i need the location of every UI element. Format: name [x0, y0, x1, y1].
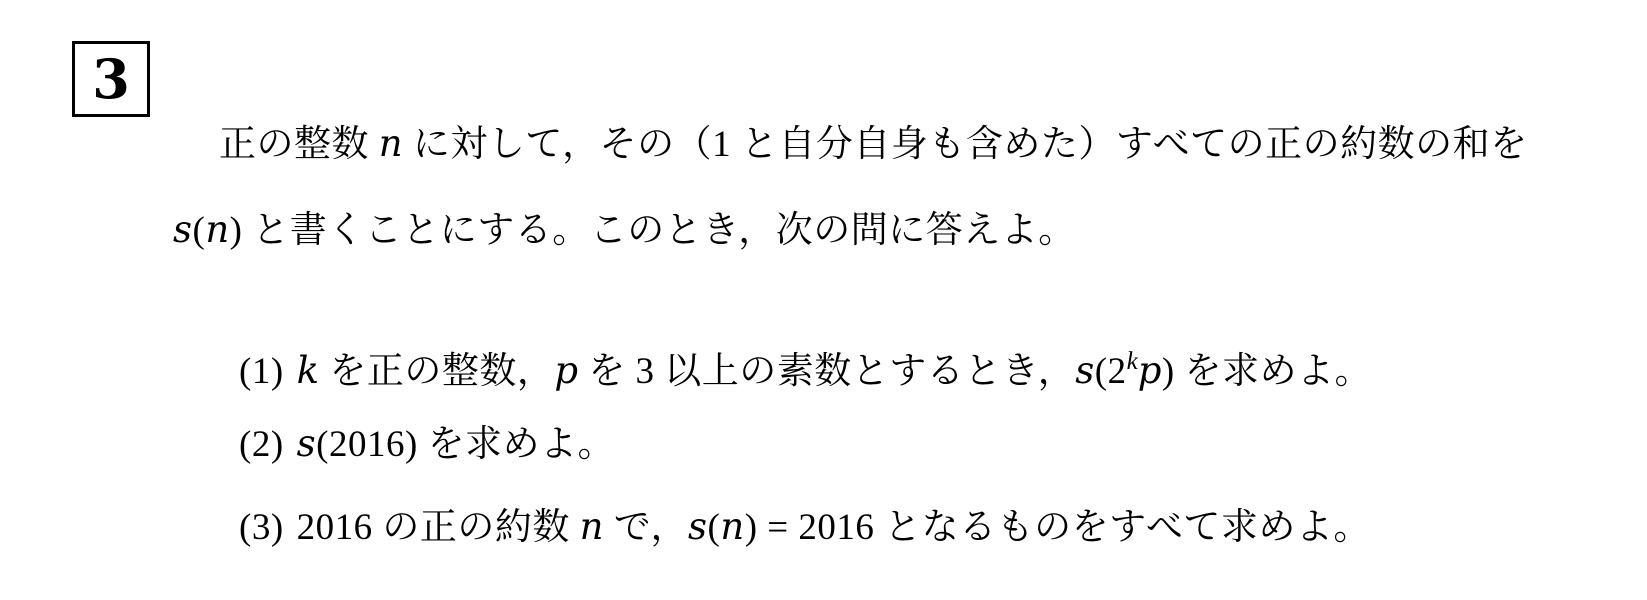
q2-arg-2016: (2016) [316, 424, 418, 465]
math-var-n: n [720, 505, 745, 548]
math-var-p: p [1137, 348, 1162, 392]
q3-text-tail: ) = 2016 となるものをすべて求めよ。 [744, 507, 1371, 548]
math-sup-k: k [1126, 348, 1138, 375]
math-var-p: p [554, 348, 579, 392]
question-3 [200, 455, 1371, 600]
q3-text-1: 2016 の正の約数 [296, 507, 580, 548]
q2-text-tail: を求めよ。 [417, 424, 616, 465]
paren-open: ( [192, 210, 206, 251]
math-func-s: s [173, 208, 193, 251]
q3-paren-open: ( [707, 507, 721, 548]
math-func-s: s [688, 505, 708, 548]
math-var-n: n [205, 208, 230, 251]
problem-number-box [72, 41, 150, 117]
intro1-text-tail: に対して，その（1 と自分自身も含めた）すべての正の約数の和を [403, 124, 1528, 165]
q1-paren-close: ) [1161, 350, 1175, 392]
question-2-label: (2) [239, 424, 284, 465]
math-func-s: s [1075, 348, 1095, 392]
q1-text-2: を 3 以上の素数とするとき， [578, 350, 1076, 392]
paren-close: ) [229, 210, 243, 251]
question-1-label: (1) [239, 350, 284, 392]
intro1-text-lead: 正の整数 [219, 124, 379, 165]
q1-text-tail: を求めよ。 [1174, 350, 1372, 392]
math-func-s: s [296, 422, 317, 465]
problem-number: 3 [92, 47, 130, 111]
q3-text-2: で， [604, 507, 689, 548]
intro-line-2 [134, 158, 1076, 303]
math-var-n: n [378, 122, 404, 165]
q1-paren-open-2: (2 [1094, 350, 1127, 392]
math-var-n: n [579, 505, 604, 548]
question-3-label: (3) [239, 507, 284, 548]
q1-text-1: を正の整数， [319, 350, 555, 392]
intro2-text-tail: と書くことにする。このとき，次の問に答えよ。 [242, 210, 1076, 251]
math-var-k: k [296, 348, 320, 392]
